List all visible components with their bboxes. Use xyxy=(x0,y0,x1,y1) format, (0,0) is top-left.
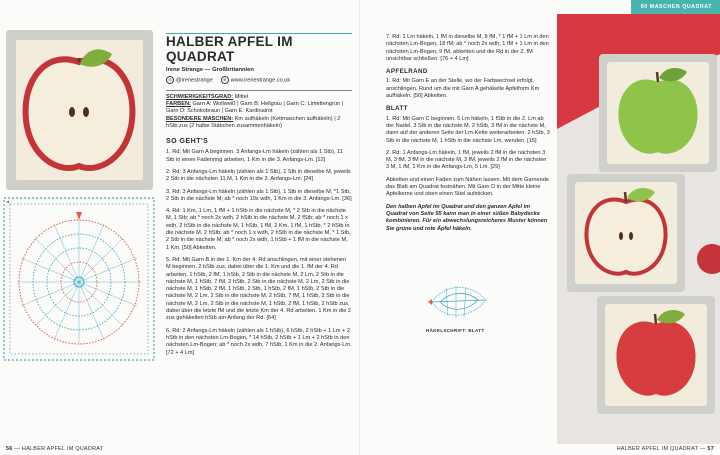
difficulty-value: Mittel xyxy=(234,94,249,101)
pattern-column-left xyxy=(166,34,352,362)
globe-icon: ⊕ xyxy=(221,76,229,84)
half-apple-square-photo xyxy=(6,30,153,190)
footer-left-title: HALBER APFEL IM QUADRAT xyxy=(21,446,104,452)
page-number-right: 57 xyxy=(707,446,714,452)
whole-red-apple-square xyxy=(597,296,715,414)
leaf-row-1: 1. Rd: Mit Garn C beginnen. 6 Lm häkeln, 1 fStb in die 2. Lm ab der Nadel, 3 Stb in die nächste M, 2 hStb, 3 fM in die nächste M, dann auf der anderen Seite der Lm-Kette weiterarbeiten. 2 hStb, 3 Stb in die nächste M, 1 hStb in die nächste Lm, wenden. [15] xyxy=(386,115,550,144)
row-4: 4. Rd: 1 Km, 1 Lm, 1 fM + 1 hStb in die nächste M, * 2 Stb in die nächste M, 1 Stb; ab * noch 2x wdh, 2 hStb in die nächste M, 2 fStb; ab * noch 1 x wdh, 2 hStb in die nächste M, 1 hStb, 1 fM, 2 Km, 1 fM, 1 hStb, * 2 hStb in die nächste M, 2 hStb; ab * noch 1 x wdh, 2 hStb in die nächste M, * 1 Stb, 2 Stb in die nächste M; ab * noch 2x wdh, 1 hStb + 1 fM in die nächste M, 1 Km. [50] Abketten. xyxy=(166,208,351,251)
instagram-handle: @irenestrange xyxy=(176,77,213,84)
apples-photo xyxy=(557,14,720,444)
header-tag: 80 MASCHEN QUADRAT xyxy=(631,0,720,14)
row-6: 6. Rd: 2 Anfangs-Lm häkeln (zählen als 1 hStb), 6 hStb, 2 hStb + 1 Lm + 2 hStb in den nächsten Lm-Bogen, * 14 hStb, 2 hStb + 1 Lm + 2 hStb in den nächsten Lm-Bogen; ab * noch 2x wdh, 7 hStb, 1 Km in die 2. Anfangs-Lm. [72 + 4 Lm] xyxy=(166,327,352,356)
half-green-apple-square xyxy=(567,174,685,292)
instagram-link[interactable] xyxy=(166,76,213,85)
leaf-chart-label: HÄKELSCHRIFT: BLATT xyxy=(426,328,485,333)
leaf-chart xyxy=(426,278,491,326)
leaf-heading: BLATT xyxy=(386,105,408,113)
page-title: HALBER APFEL IM QUADRAT xyxy=(166,34,293,64)
svg-text:◀: ◀ xyxy=(6,199,10,204)
row-3: 3. Rd: 3 Anfangs-Lm häkeln (zählen als 1 Stb), 1 Stb in dieselbe M, *1 Stb, 2 Stb in die nächste M; ab * noch 10x wdh, 1 Km in die 3. Anfangs-Lm. [36] xyxy=(166,188,352,202)
row-1: 1. Rd: Mit Garn A beginnen. 3 Anfangs-Lm häkeln (zählen als 1 Stb), 11 Stb in einen Fadenring arbeiten, 1 Km in die 3. Anfangs-Lm. [12] xyxy=(166,149,343,163)
colors-label: FARBEN: xyxy=(166,101,191,108)
footer-right: HALBER APFEL IM QUADRAT — 57 xyxy=(616,446,714,452)
row-7: 7. Rd: 1 Lm häkeln, 1 fM in dieselbe M, 8 fM, * 1 fM + 1 Lm in den nächsten Lm-Bogen, 18 fM; ab * noch 2x wdh, 1 fM + 1 Lm in den nächsten Lm-Bogen, 9 fM, abketten und die Rd in der 2. fM unsichtbar schließen. [76 + 4 Lm] xyxy=(386,34,549,62)
row-2: 2. Rd: 3 Anfangs-Lm häkeln (zählen als 1 Stb), 1 Stb in dieselbe M, jeweils 2 Stb in die nächsten 11 M, 1 Km in die 3. Anfangs-Lm. [24] xyxy=(166,168,351,183)
apple-edge-heading: APFELRAND xyxy=(386,68,428,76)
colors-value: Garn A: Wollweiß | Garn B: Hellgrau | Garn C: Limettengrün | Garn D: Schokobraun | Garn E: Kardinalrot xyxy=(166,101,344,115)
crochet-chart xyxy=(2,196,156,362)
web-link[interactable] xyxy=(221,76,290,85)
leaf-row-2: 2. Rd: 1 Anfangs-Lm häkeln, 1 fM, jeweils 2 fM in die nächsten 3 M, 3 fM, 3 fM in die nächste M, 3 fM, jeweils 2 fM in die nächsten 3 M, 1 fM, 1 Km in die Anfangs-Lm, 5 Lm. [29] xyxy=(386,149,547,171)
special-stitches-label: BESONDERE MASCHEN: xyxy=(166,115,234,122)
row-5: 5. Rd: Mit Garn B in der 1. Km der 4. Rd anschlingen, mit einer stehenen M beginnen. 2 hStb zus, dabei über die 1. Km und die 1. fM der 4. Rd arbeiten, 1 hStb, 2 fM, 1 hStb, 2 Stb in die nächste M, 2 Lm, 2 Stb in die nächste M, 1 hStb, 7 fM, 2 hStb, 2 Stb in die nächste M, 2 Lm, 2 Stb in die nächste M, 1 hStb, 2 fM, 1 hStb, 2 Stb, 1 hStb, 2 fM, 1 hStb, 2 Stb in die nächste M, 2 Lm, 2 Stb in die nächste M, 2 hStb, 7 fM, 1 hStb, 2 Stb in die nächste M, 2 Lm, 2 Stb in die nächste M, 1 hStb, 2 fM, 1 hStb, 2 hStb zus, dabei über die letzte fM und die letzte Km der 4. Rd arbeiten. 1 Km in die 2 zus gehäkelten hStb am Anfang der Rd. [64] xyxy=(166,256,352,322)
apple-edge-text: 1. Rd: Mit Garn E an der Stelle, wo der Farbwechsel erfolgt, anschlingen. Rund um die mit Garn A gehäkelte Apfelform Km aufhäkeln. [50] Abketten. xyxy=(386,78,540,100)
page-number-left: 56 xyxy=(6,446,13,452)
yarn-ball xyxy=(697,244,720,274)
social-links xyxy=(166,76,352,85)
pattern-column-right xyxy=(386,34,551,238)
instructions-heading: SO GEHT'S xyxy=(166,138,209,146)
footer-left: 56 — HALBER APFEL IM QUADRAT xyxy=(6,446,104,452)
combination-note: Den halben Apfel im Quadrat und den ganzen Apfel im Quadrat von Seite 55 kann man in einer süßen Babydecke kombinieren. Für ein abwechslungsreicheres Muster können Sie grüne und rote Äpfel häkeln. xyxy=(386,203,548,232)
finishing-text: Abketten und einen Faden zum Nähen lassen. Mit dem Garnende das Blatt am Quadrat festnähen. Mit Garn D in der Mitte kleine Apfelkerne und oben einen Stiel aufsticken. xyxy=(386,176,549,198)
special-stitches-value: Km aufhäkeln (Kettmaschen aufhäkeln) | 2 hStb zus (2 halbe Stäbchen zusammenhäkeln) xyxy=(166,115,341,129)
half-apple-illustration xyxy=(16,40,143,180)
difficulty-label: SCHWIERIGKEITSGRAD: xyxy=(166,94,234,101)
website-url: www.irenestrange.co.uk xyxy=(230,77,291,84)
pattern-meta xyxy=(166,90,352,130)
instagram-icon: ◎ xyxy=(166,76,174,84)
author: Irene Strange — Großbritannien xyxy=(166,67,254,73)
whole-green-apple-square xyxy=(599,54,717,172)
footer-right-title: HALBER APFEL IM QUADRAT xyxy=(616,446,699,452)
